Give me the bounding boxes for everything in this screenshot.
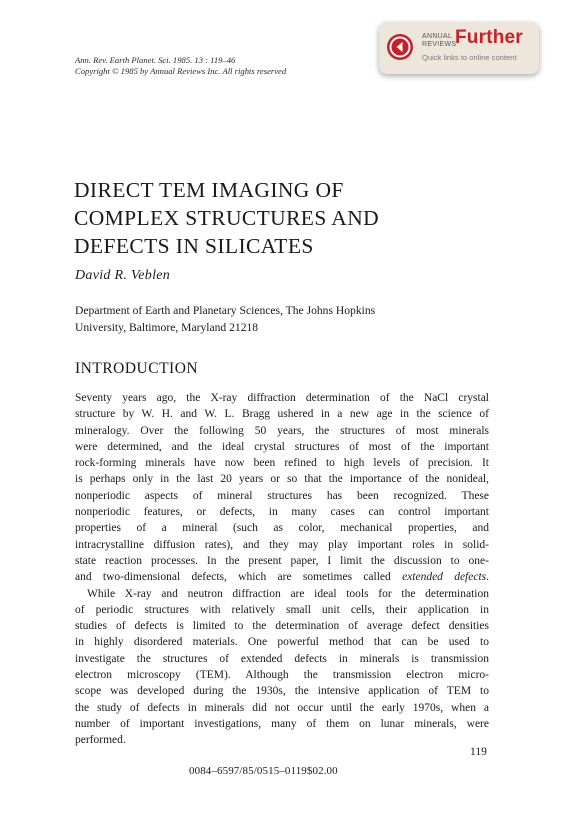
body-line: in highly disordered materials. One powerful method that can be used to [75, 636, 489, 649]
body-line: nonperiodic aspects of mineral structures has been recognized. These [75, 489, 489, 502]
body-line: mineralogy. Over the following 50 years, the structures of most minerals [75, 424, 489, 437]
body-line: studies of defects is limited to the determination of average defect densities [75, 620, 489, 633]
annual-reviews-wordmark: ANNUAL REVIEWS [422, 33, 457, 48]
body-line: nonperiodic features, or defects, in many cases can control important [75, 506, 489, 519]
body-line: structure by W. H. and W. L. Bragg ushered in a new age in the science of [75, 408, 489, 421]
body-line: of periodic structures with relatively small unit cells, their application in [75, 603, 489, 616]
body-line: electron microscopy (TEM). Although the transmission electron micro- [75, 669, 489, 682]
citation-block [75, 55, 286, 77]
body-line: rock-forming minerals have now been refined to high levels of precision. It [75, 457, 489, 470]
paragraph-2 [75, 586, 489, 749]
body-line: number of important investigations, many of them on lunar minerals, were [75, 717, 489, 730]
body-line-last: and two-dimensional defects, which are sometimes called extended defects. [75, 571, 490, 584]
body-line: scope was developed during the 1930s, the intensive application of TEM to [75, 685, 489, 698]
body-line: is perhaps only in the last 20 years or so that the importance of the nonideal, [75, 473, 489, 486]
author-name: David R. Veblen [75, 268, 171, 283]
body-line: Seventy years ago, the X-ray diffraction determination of the NaCl crystal [75, 392, 489, 404]
title-line: DEFECTS IN SILICATES [74, 234, 314, 258]
paragraph-1 [75, 390, 489, 586]
issn-price-code: 0084–6597/85/0515–0119$02.00 [189, 765, 338, 777]
body-line: were determined, and the ideal crystal structures of most of the important [75, 440, 489, 453]
section-heading-introduction: INTRODUCTION [75, 360, 199, 377]
copyright-line: Copyright © 1985 by Annual Reviews Inc. All rights reserved [75, 66, 287, 76]
body-line: the study of defects in minerals did not occur until the early 1970s, when a [75, 701, 489, 714]
page-number: 119 [470, 746, 487, 758]
body-line-last: performed. [75, 734, 126, 747]
play-arrow-icon [387, 34, 413, 60]
emphasis-extended-defects: extended defects [402, 571, 487, 584]
article-title [74, 176, 494, 260]
affiliation-line: University, Baltimore, Maryland 21218 [75, 321, 259, 334]
body-line: While X-ray and neutron diffraction are ideal tools for the determination [87, 587, 489, 600]
introduction-body [75, 390, 489, 749]
further-tagline: Quick links to online content [422, 53, 517, 62]
further-links-banner[interactable] [379, 22, 539, 74]
title-line: COMPLEX STRUCTURES AND [74, 206, 380, 230]
title-line: DIRECT TEM IMAGING OF [74, 178, 344, 202]
body-line: investigate the structures of extended defects in minerals is transmission [75, 652, 489, 665]
citation-line: Ann. Rev. Earth Planet. Sci. 1985. 13 : 119–46 [75, 55, 236, 65]
further-wordmark: Further [455, 27, 523, 48]
author-affiliation [75, 302, 375, 336]
body-line: state reaction processes. In the present paper, I limit the discussion to one- [75, 554, 489, 567]
body-line: properties of a mineral (such as color, mechanical properties, and [75, 522, 489, 535]
affiliation-line: Department of Earth and Planetary Sciences, The Johns Hopkins [75, 304, 376, 317]
body-line: intracrystalline diffusion rates), and they may play important roles in solid- [75, 538, 489, 551]
